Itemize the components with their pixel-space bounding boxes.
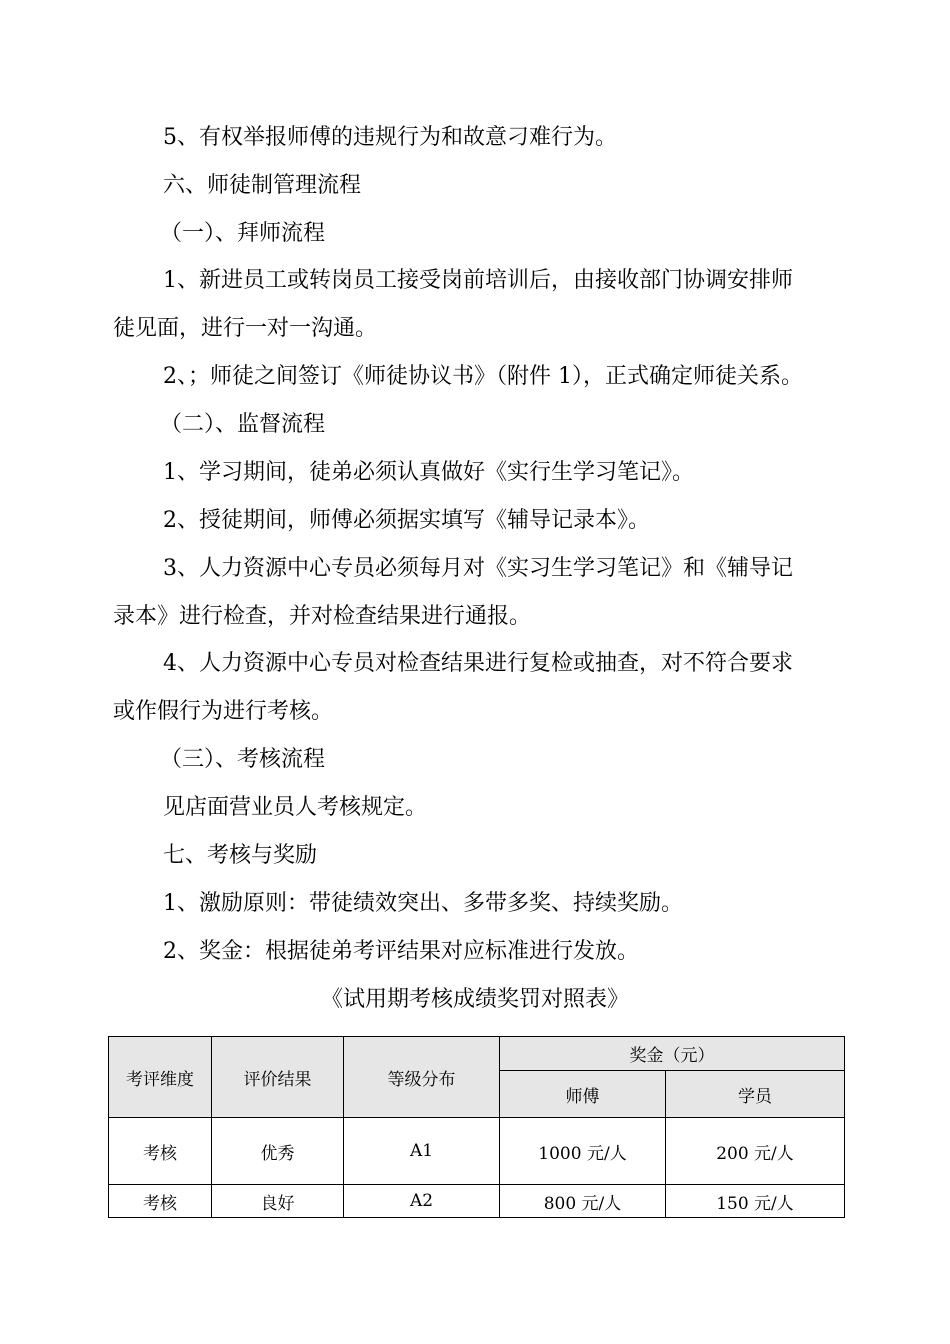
reward-table xyxy=(108,1036,845,1218)
table-row xyxy=(109,1185,845,1218)
cell-master: 1000 元/人 xyxy=(500,1118,666,1185)
cell-result: 良好 xyxy=(212,1185,344,1218)
cell-student: 200 元/人 xyxy=(666,1118,845,1185)
cell-master: 800 元/人 xyxy=(500,1185,666,1218)
cell-dimension: 考核 xyxy=(109,1185,212,1218)
paragraph: 2、授徒期间，师傅必须据实填写《辅导记录本》。 xyxy=(163,508,650,533)
cell-dimension: 考核 xyxy=(109,1118,212,1185)
paragraph: 1、学习期间，徒弟必须认真做好《实行生学习笔记》。 xyxy=(163,460,694,485)
paragraph: 见店面营业员人考核规定。 xyxy=(163,795,428,820)
cell-grade: A1 xyxy=(344,1118,500,1185)
header-grade: 等级分布 xyxy=(344,1037,500,1118)
header-result: 评价结果 xyxy=(212,1037,344,1118)
cell-grade: A2 xyxy=(344,1185,500,1218)
paragraph-continuation: 徒见面，进行一对一沟通。 xyxy=(113,316,378,341)
header-bonus: 奖金（元） xyxy=(500,1037,845,1071)
cell-student: 150 元/人 xyxy=(666,1185,845,1218)
subsection-heading: （三）、考核流程 xyxy=(160,747,326,772)
cell-result: 优秀 xyxy=(212,1118,344,1185)
paragraph: 2、奖金：根据徒弟考评结果对应标准进行发放。 xyxy=(163,939,639,964)
subsection-heading: （一）、拜师流程 xyxy=(160,221,326,246)
paragraph: 3、人力资源中心专员必须每月对《实习生学习笔记》和《辅导记 xyxy=(163,556,793,581)
table-caption: 《试用期考核成绩奖罚对照表》 xyxy=(320,987,629,1012)
paragraph-continuation: 录本》进行检查，并对检查结果进行通报。 xyxy=(113,604,532,629)
paragraph: 1、新进员工或转岗员工接受岗前培训后，由接收部门协调安排师 xyxy=(163,268,793,293)
paragraph: 5、有权举报师傅的违规行为和故意刁难行为。 xyxy=(163,125,617,150)
table-row xyxy=(109,1118,845,1185)
paragraph: 2、；师徒之间签订《师徒协议书》（附件 1），正式确定师徒关系。 xyxy=(163,364,803,389)
subsection-heading: （二）、监督流程 xyxy=(160,412,326,437)
section-heading: 六、师徒制管理流程 xyxy=(163,173,362,198)
paragraph-continuation: 或作假行为进行考核。 xyxy=(113,699,334,724)
header-master: 师傅 xyxy=(500,1071,666,1118)
header-dimension: 考评维度 xyxy=(109,1037,212,1118)
paragraph: 4、人力资源中心专员对检查结果进行复检或抽查，对不符合要求 xyxy=(163,651,793,676)
paragraph: 1、激励原则：带徒绩效突出、多带多奖、持续奖励。 xyxy=(163,891,683,916)
section-heading: 七、考核与奖励 xyxy=(163,843,318,868)
header-student: 学员 xyxy=(666,1071,845,1118)
